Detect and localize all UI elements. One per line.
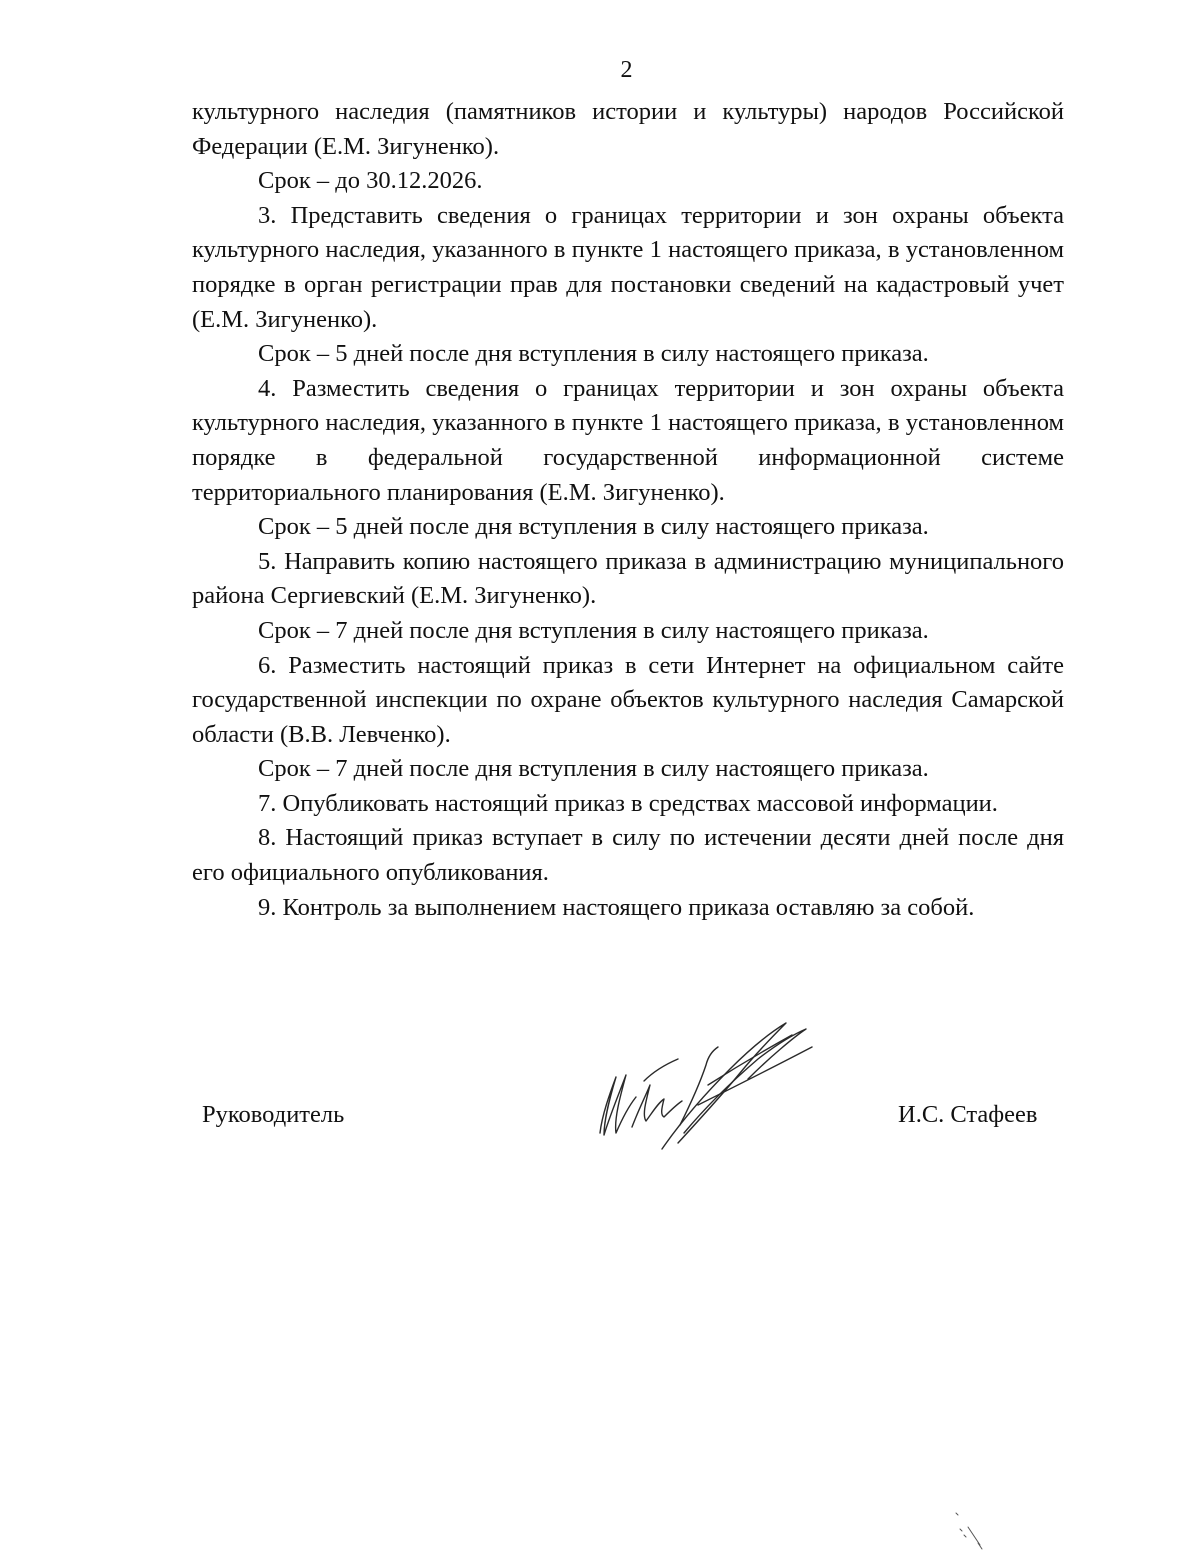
paragraph-continuation: культурного наследия (памятников истории и культуры) народов Российской Федерации (Е.М. Зигуненко). <box>192 98 1064 160</box>
page-number: 2 <box>620 57 633 83</box>
signer-name: И.С. Стафеев <box>898 1101 1038 1128</box>
item-5: 5. Направить копию настоящего приказа в администрацию муниципального района Сергиевский (Е.М. Зигуненко). <box>192 547 1064 610</box>
deadline-line: Срок – 7 дней после дня вступления в силу настоящего приказа. <box>258 616 929 644</box>
handwritten-signature <box>580 1015 820 1155</box>
deadline-line: Срок – 5 дней после дня вступления в силу настоящего приказа. <box>258 513 929 541</box>
item-7: 7. Опубликовать настоящий приказ в средствах массовой информации. <box>258 789 998 817</box>
deadline-line: Срок – 5 дней после дня вступления в силу настоящего приказа. <box>258 340 929 368</box>
signer-role: Руководитель <box>202 1101 345 1128</box>
item-4: 4. Разместить сведения о границах территории и зон охраны объекта культурного наследия, указанного в пункте 1 настоящего приказа, в установленном порядке в федеральной государственной информационной системе территориального планирования (Е.М. Зигуненко). <box>192 374 1064 506</box>
deadline-line: Срок – до 30.12.2026. <box>258 167 483 195</box>
item-9: 9. Контроль за выполнением настоящего приказа оставляю за собой. <box>258 893 975 921</box>
document-body <box>192 95 1064 925</box>
item-6: 6. Разместить настоящий приказ в сети Интернет на официальном сайте государственной инспекции по охране объектов культурного наследия Самарской области (В.В. Левченко). <box>192 651 1064 748</box>
item-8: 8. Настоящий приказ вступает в силу по истечении десяти дней после дня его официального опубликования. <box>192 824 1064 887</box>
scan-artifact <box>950 1505 990 1550</box>
deadline-line: Срок – 7 дней после дня вступления в силу настоящего приказа. <box>258 755 929 783</box>
item-3: 3. Представить сведения о границах территории и зон охраны объекта культурного наследия, указанного в пункте 1 настоящего приказа, в установленном порядке в орган регистрации прав для постановки сведений на кадастровый учет (Е.М. Зигуненко). <box>192 201 1064 333</box>
